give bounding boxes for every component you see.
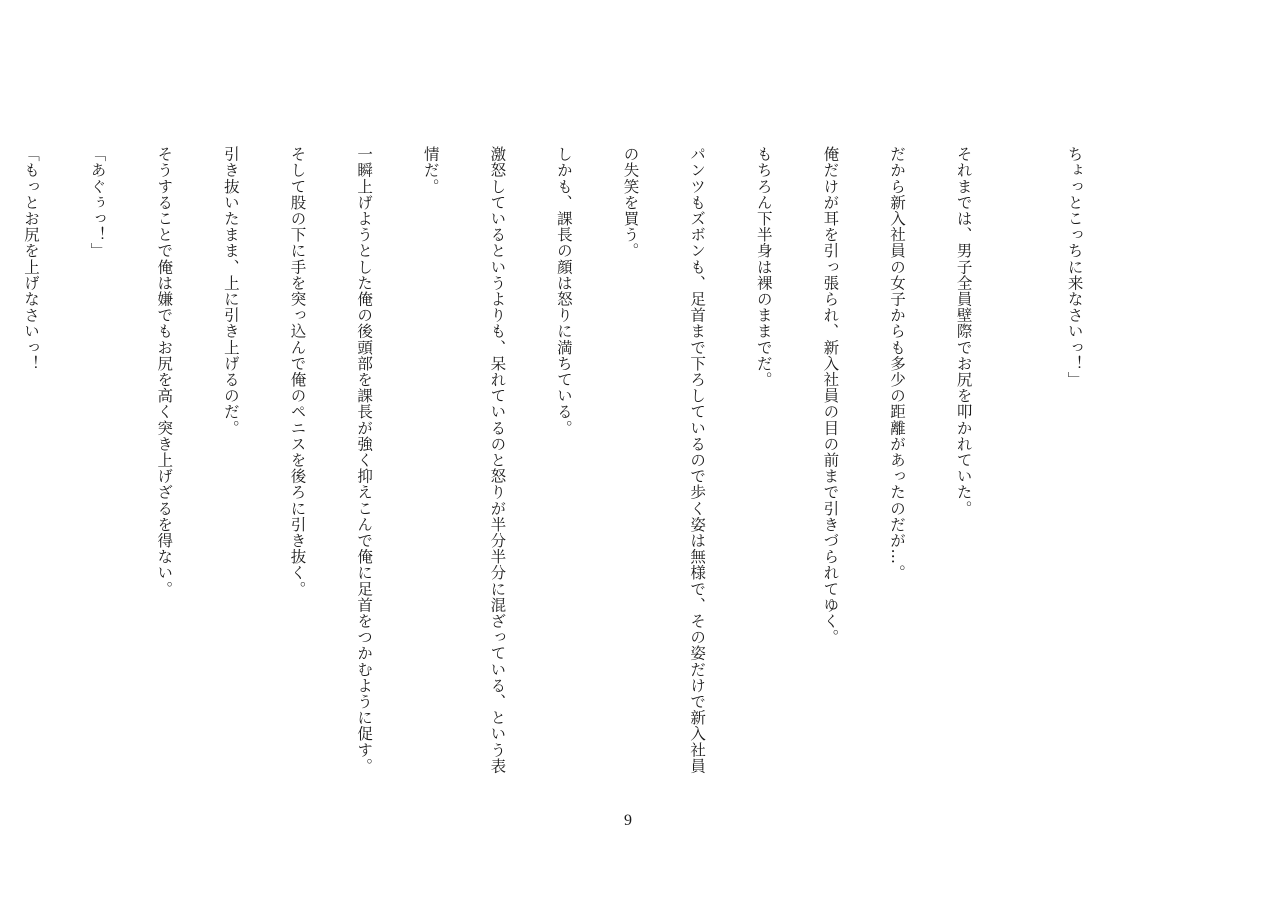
text-line: それまでは、男子全員壁際でお尻を叩かれていた。 (954, 146, 973, 517)
text-line: そうすることで俺は嫌でもお尻を高く突き上げざるを得ない。 (155, 146, 174, 597)
text-line: パンツもズボンも、足首まで下ろしているので歩く姿は無様で、その姿だけで新入社員 (688, 146, 707, 774)
text-line: そして股の下に手を突っ込んで俺のペニスを後ろに引き抜く。 (288, 146, 307, 597)
text-line: 激怒しているというよりも、呆れているのと怒りが半分半分に混ざっている、という表 (488, 146, 507, 774)
vertical-text-body (0, 146, 1130, 774)
text-line: の失笑を買う。 (621, 146, 640, 259)
text-line: だから新入社員の女子からも多少の距離があったのだが…。 (887, 146, 906, 581)
text-line: 「あぐぅっ！」 (88, 146, 107, 259)
text-line: 「もっとお尻を上げなさいっ！ (22, 146, 41, 372)
text-line: しかも、課長の顔は怒りに満ちている。 (554, 146, 573, 436)
text-line: 引き抜いたまま、上に引き上げるのだ。 (221, 146, 240, 436)
text-line: 情だ。 (421, 146, 440, 195)
text-line: 俺だけが耳を引っ張られ、新入社員の目の前まで引きづられてゆく。 (821, 146, 840, 646)
text-line: もちろん下半身は裸のままでだ。 (754, 146, 773, 388)
text-line: ちょっとこっちに来なさいっ！」 (1065, 146, 1084, 388)
page-number: 9 (624, 812, 632, 829)
text-line: 一瞬上げようとした俺の後頭部を課長が強く抑えこんで俺に足首をつかむように促す。 (355, 146, 374, 774)
